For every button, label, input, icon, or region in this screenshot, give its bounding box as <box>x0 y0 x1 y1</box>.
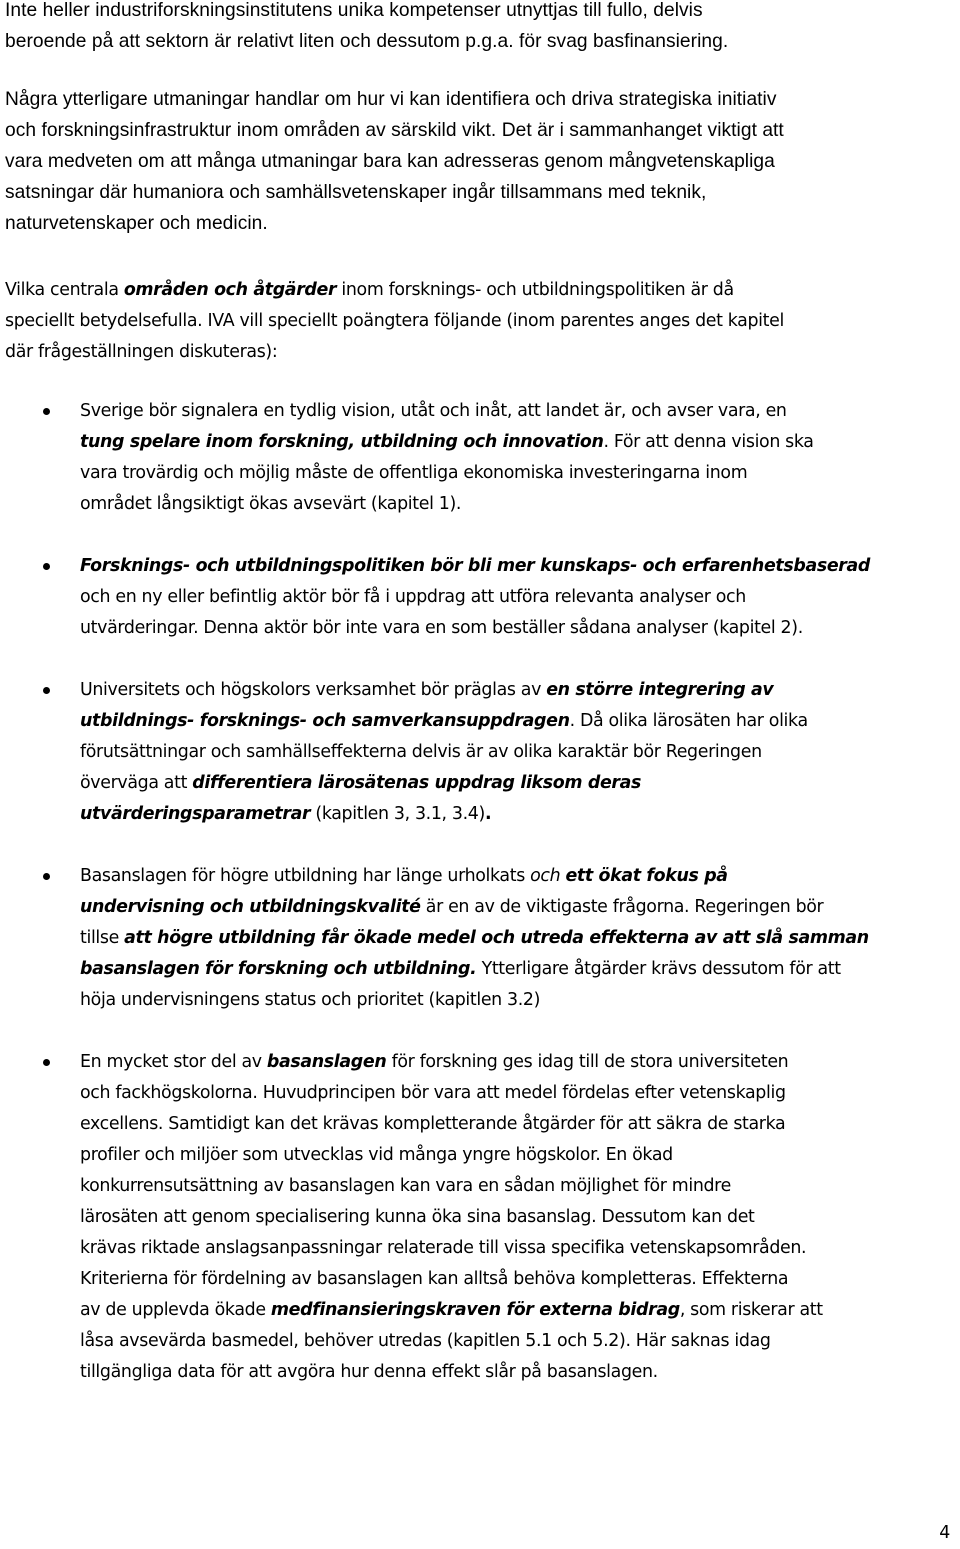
text-line: låsa avsevärda basmedel, behöver utredas (kapitlen 5.1 och 5.2). Här saknas idag <box>80 1331 771 1351</box>
text-line: området långsiktigt ökas avsevärt (kapitel 1). <box>80 494 462 514</box>
emphasis-text: att högre utbildning får ökade medel och utreda effekterna av att slå samman <box>124 928 869 948</box>
text-line: vara medveten om att många utmaningar bara kan adresseras genom mångvetenskapliga <box>5 151 775 172</box>
text-run: (kapitlen 3, 3.1, 3.4) <box>310 804 485 824</box>
text-line: Inte heller industriforskningsinstitutens unika kompetenser utnyttjas till fullo, delvis <box>5 0 703 21</box>
bullet-item-vision <box>0 396 958 520</box>
bullet-item-policy <box>0 551 958 644</box>
text-line: förutsättningar och samhällseffekterna delvis är av olika karaktär bör Regeringen <box>80 742 762 762</box>
emphasis-text: utbildnings- forsknings- och samverkansuppdragen <box>80 711 570 731</box>
text-line: och fackhögskolorna. Huvudprincipen bör vara att medel fördelas efter vetenskaplig <box>80 1083 786 1103</box>
text-run: tillse <box>80 928 125 948</box>
text-run: , som riskerar att <box>679 1300 823 1320</box>
text-run: En mycket stor del av <box>80 1052 267 1072</box>
paragraph-intro <box>5 0 959 57</box>
text-run: . Då olika lärosäten har olika <box>569 711 808 731</box>
emphasis-text: en större integrering av <box>546 680 774 700</box>
text-line: satsningar där humaniora och samhällsvetenskaper ingår tillsammans med teknik, <box>5 182 707 203</box>
text-run: Vilka centrala <box>5 280 124 300</box>
text-line: och en ny eller befintlig aktör bör få i uppdrag att utföra relevanta analyser och <box>80 587 746 607</box>
text-line: konkurrensutsättning av basanslagen kan vara en sådan möjlighet för mindre <box>80 1176 731 1196</box>
emphasis-text: basanslagen <box>266 1052 387 1072</box>
text-run: och forskningsinfrastruktur inom områden av särskild vikt. <box>5 120 502 141</box>
text-line: naturvetenskaper och medicin. <box>5 213 268 234</box>
text-line: Några ytterligare utmaningar handlar om hur vi kan identifiera och driva strategiska initiativ <box>5 89 777 110</box>
italic-text: och <box>530 866 561 886</box>
text-line: höja undervisningens status och prioritet (kapitlen 3.2) <box>80 990 541 1010</box>
text-run: Ytterligare åtgärder krävs dessutom för att <box>476 959 841 979</box>
text-line: vara trovärdig och möjlig måste de offentliga ekonomiska investeringarna inom <box>80 463 748 483</box>
text-run: är en av de viktigaste frågorna. Regeringen bör <box>420 897 824 917</box>
emphasis-text: differentiera lärosätenas uppdrag liksom deras <box>192 773 642 793</box>
text-run: överväga att <box>80 773 193 793</box>
bullet-item-basic-funding <box>0 861 958 1016</box>
bullet-dot-icon <box>43 873 50 880</box>
text-line: Sverige bör signalera en tydlig vision, utåt och inåt, att landet är, och avser vara, en <box>80 401 787 421</box>
text-line: där frågeställningen diskuteras): <box>5 342 278 362</box>
emphasis-text: områden och åtgärder <box>123 280 337 300</box>
text-run: Universitets och högskolors verksamhet bör präglas av <box>80 680 547 700</box>
bullet-dot-icon <box>43 1059 50 1066</box>
bullet-dot-icon <box>43 563 50 570</box>
emphasis-text: Forsknings- och utbildningspolitiken bör bli mer kunskaps- och erfarenhetsbaserad <box>80 556 871 576</box>
text-line: beroende på att sektorn är relativt liten och dessutom p.g.a. för svag basfinansiering. <box>5 31 729 52</box>
text-line: utvärderingar. Denna aktör bör inte vara en som beställer sådana analyser (kapitel 2). <box>80 618 803 638</box>
bullet-item-research-funding <box>0 1047 958 1388</box>
text-line: profiler och miljöer som utvecklas vid många yngre högskolor. En ökad <box>80 1145 673 1165</box>
emphasis-text: tung spelare inom forskning, utbildning och innovation <box>80 432 604 452</box>
bullet-item-universities <box>0 675 958 830</box>
text-run: . <box>484 804 492 824</box>
paragraph-challenges <box>5 84 959 239</box>
text-line: tillgängliga data för att avgöra hur denna effekt slår på basanslagen. <box>80 1362 658 1382</box>
bullet-dot-icon <box>43 408 50 415</box>
text-line: Kriterierna för fördelning av basanslagen kan alltså behöva kompletteras. Effekterna <box>80 1269 789 1289</box>
emphasis-text: medfinansieringskraven för externa bidrag <box>270 1300 680 1320</box>
paragraph-question <box>5 275 959 368</box>
page-number: 4 <box>939 1523 950 1543</box>
text-run: för forskning ges idag till de stora universiteten <box>386 1052 789 1072</box>
text-line: krävas riktade anslagsanpassningar relaterade till vissa specifika vetenskapsområden. <box>80 1238 807 1258</box>
bullet-dot-icon <box>43 687 50 694</box>
text-run: . För att denna vision ska <box>603 432 814 452</box>
text-line: speciellt betydelsefulla. IVA vill speciellt poängtera följande (inom parentes anges det kapitel <box>5 311 784 331</box>
emphasis-text: basanslagen för forskning och utbildning. <box>80 959 477 979</box>
text-run: av de upplevda ökade <box>80 1300 271 1320</box>
text-line: excellens. Samtidigt kan det krävas kompletterande åtgärder för att säkra de starka <box>80 1114 786 1134</box>
emphasis-text: utvärderingsparametrar <box>80 804 311 824</box>
text-run: inom forsknings- och utbildningspolitiken är då <box>336 280 734 300</box>
text-run: Basanslagen för högre utbildning har länge urholkats <box>80 866 531 886</box>
emphasis-text: ett ökat fokus på <box>565 866 728 886</box>
text-line: lärosäten att genom specialisering kunna öka sina basanslag. Dessutom kan det <box>80 1207 755 1227</box>
recommendation-list <box>0 396 960 1388</box>
text-run: Det är i sammanhanget viktigt att <box>501 120 784 141</box>
emphasis-text: undervisning och utbildningskvalité <box>80 897 421 917</box>
